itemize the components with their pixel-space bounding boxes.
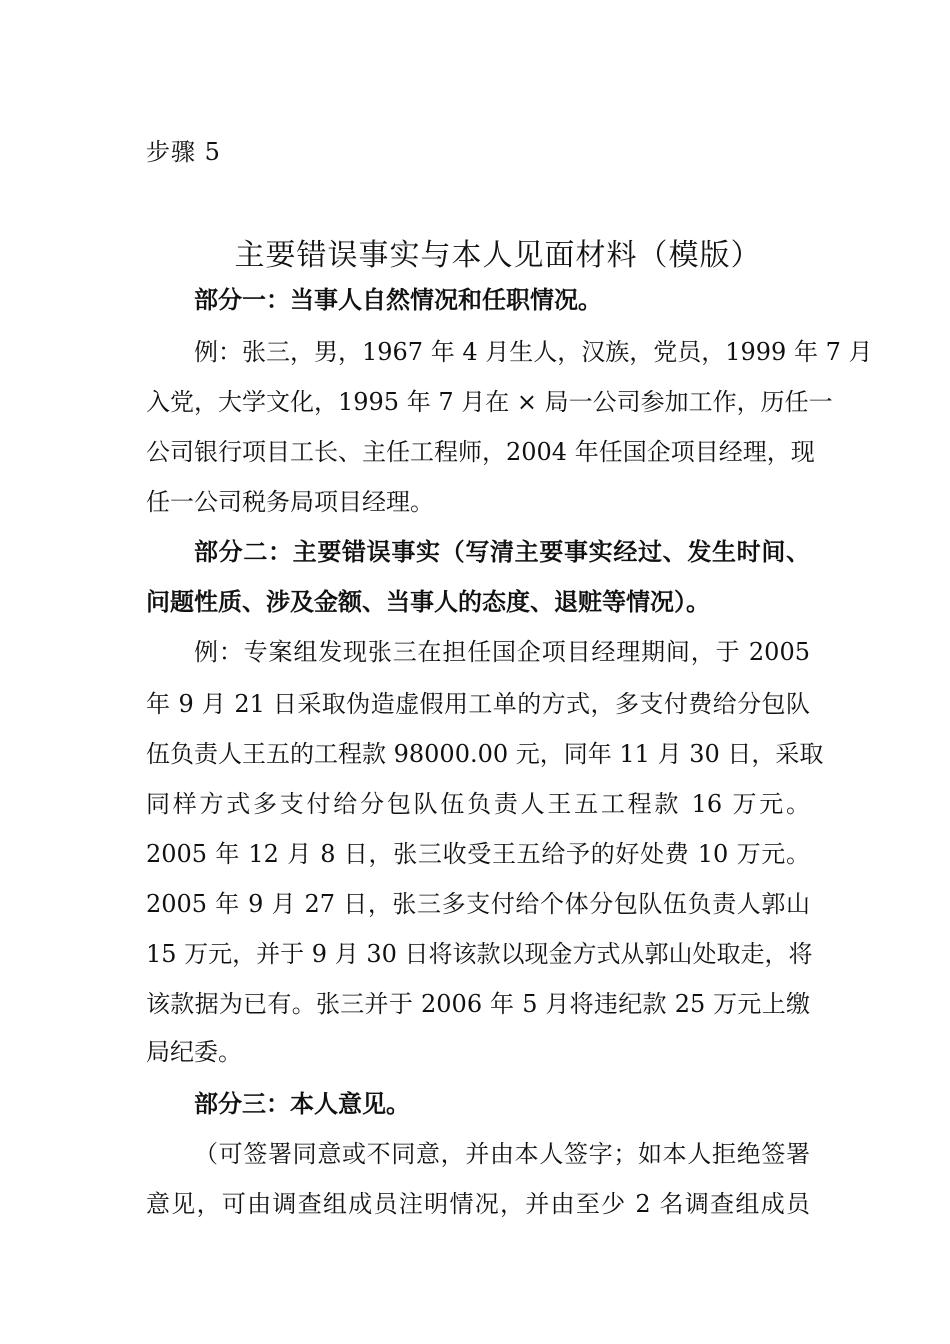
part2-line: 15 万元，并于 9 月 30 日将该款以现金方式从郭山处取走，将 — [146, 940, 813, 968]
part2-line: 年 9 月 21 日采取伪造虚假用工单的方式，多支付费给分包队 — [146, 690, 810, 718]
document-title: 主要错误事实与本人见面材料（模版） — [234, 238, 762, 273]
step-label: 步骤 5 — [146, 138, 221, 166]
part2-heading-line: 部分二：主要错误事实（写清主要事实经过、发生时间、 — [194, 538, 810, 566]
part1-line: 任一公司税务局项目经理。 — [146, 488, 434, 516]
part3-line: 意见，可由调查组成员注明情况，并由至少 2 名调查组成员 — [146, 1190, 810, 1218]
part1-line: 例：张三，男，1967 年 4 月生人，汉族，党员，1999 年 7 月 — [194, 338, 873, 366]
part1-line: 入党，大学文化，1995 年 7 月在 × 局一公司参加工作，历任一 — [146, 388, 833, 416]
part3-heading: 部分三：本人意见。 — [194, 1090, 410, 1118]
part2-line: 该款据为已有。张三并于 2006 年 5 月将违纪款 25 万元上缴 — [146, 990, 810, 1018]
part2-line: 2005 年 9 月 27 日，张三多支付给个体分包队伍负责人郭山 — [146, 890, 810, 918]
part2-heading-line: 问题性质、涉及金额、当事人的态度、退赃等情况）。 — [146, 588, 710, 616]
part1-line: 公司银行项目工长、主任工程师，2004 年任国企项目经理，现 — [146, 438, 815, 466]
part2-line: 2005 年 12 月 8 日，张三收受王五给予的好处费 10 万元。 — [146, 840, 810, 868]
part2-line: 局纪委。 — [146, 1038, 242, 1066]
part2-line: 例：专案组发现张三在担任国企项目经理期间，于 2005 — [194, 638, 810, 666]
part1-heading: 部分一：当事人自然情况和任职情况。 — [194, 286, 602, 314]
part2-line: 同样方式多支付给分包队伍负责人王五工程款 16 万元。 — [146, 790, 810, 818]
part3-line: （可签署同意或不同意，并由本人签字；如本人拒绝签署 — [194, 1140, 810, 1168]
part2-line: 伍负责人王五的工程款 98000.00 元，同年 11 月 30 日，采取 — [146, 740, 824, 768]
